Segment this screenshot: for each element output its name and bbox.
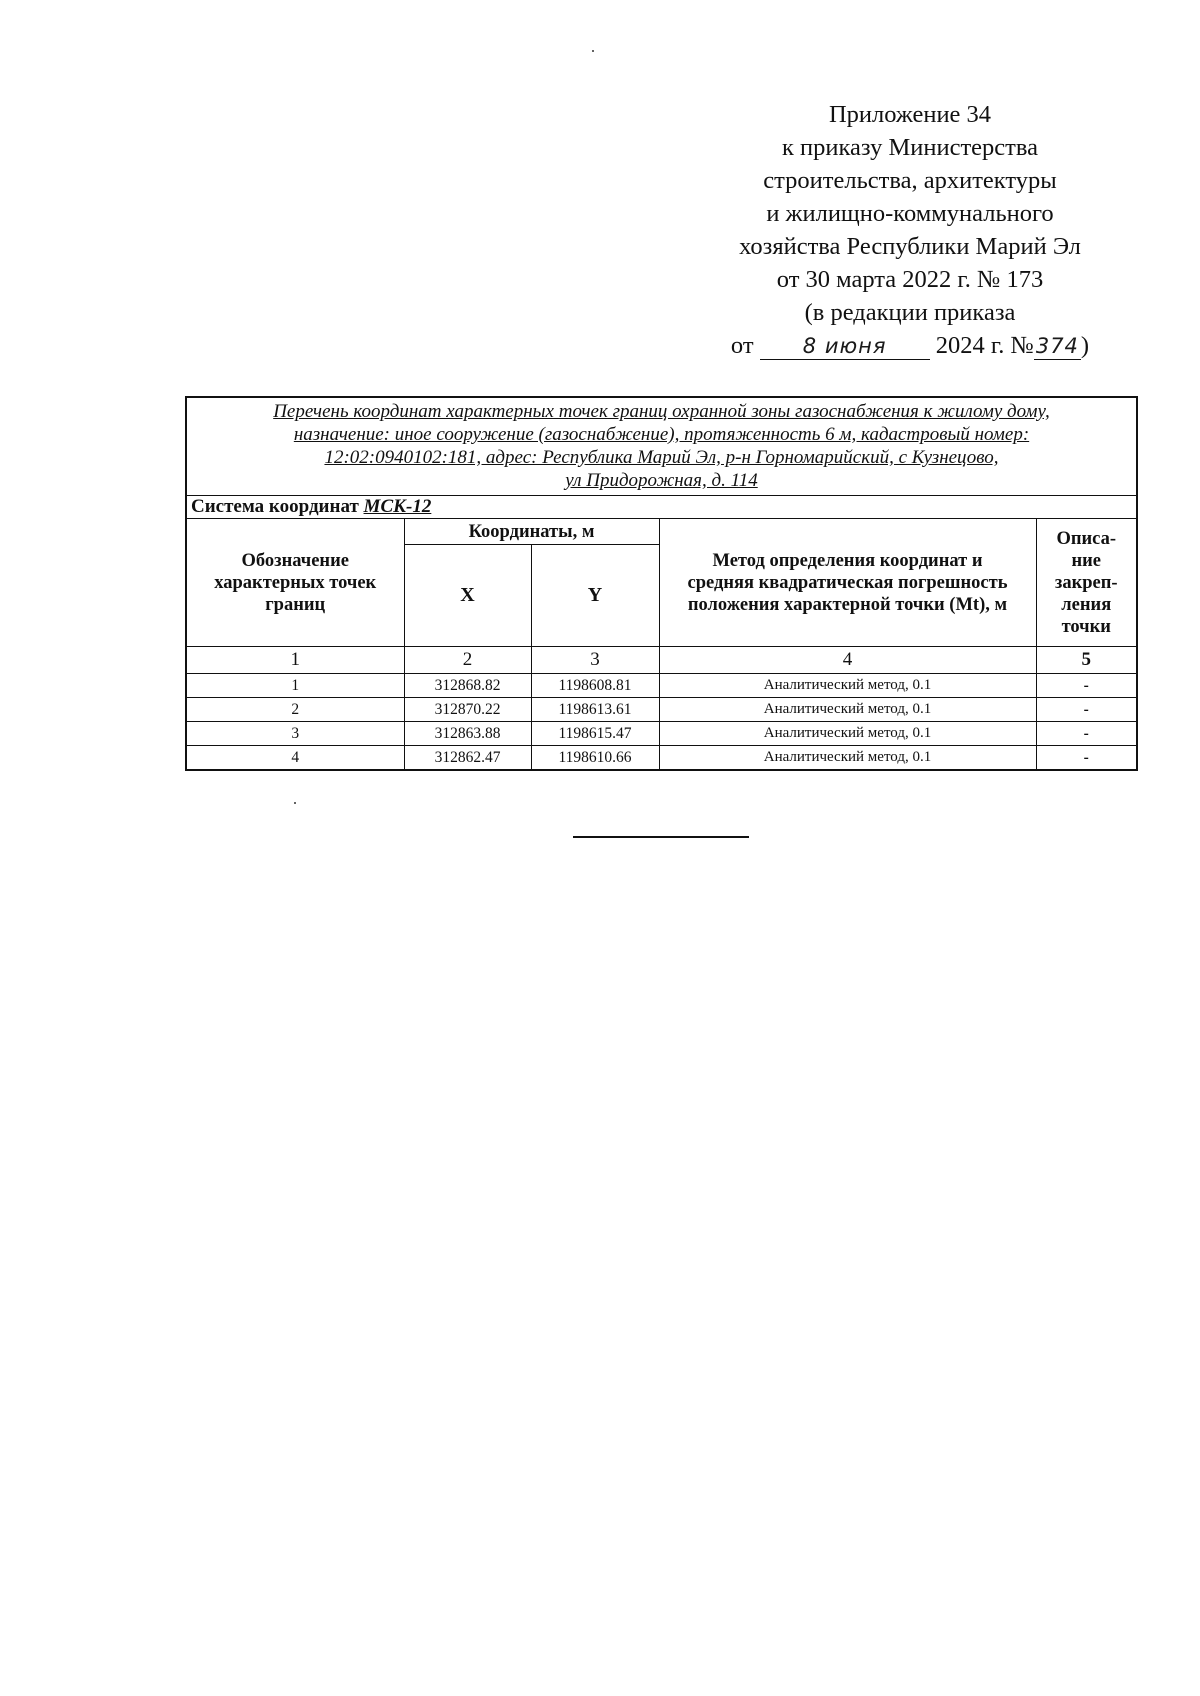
method-value: Аналитический метод, 0.1 [659,722,1036,746]
table-title-line-4: ул Придорожная, д. 114 [565,470,758,491]
end-of-document-rule [573,836,749,838]
table-title [186,397,1137,496]
handwritten-order-number: 374 [1035,334,1079,358]
header-method: Метод определения координат и средняя квадратическая погрешность положения характерной точки (Mt), м [659,519,1036,647]
y-value: 1198615.47 [531,722,659,746]
table-title-row [186,397,1137,496]
y-value: 1198610.66 [531,746,659,771]
order-closing-paren: ) [1080,332,1090,359]
description-value: - [1036,722,1137,746]
coordinates-table [185,396,1138,771]
table-row [186,722,1137,746]
table-title-line-2: назначение: иное сооружение (газоснабжение), протяженность 6 м, кадастровый номер: [293,424,1030,445]
point-number: 2 [186,698,404,722]
table-row [186,698,1137,722]
heading-line-8 [690,329,1130,362]
order-year: 2024 г. № [935,332,1034,359]
x-value: 312862.47 [404,746,531,771]
description-value: - [1036,698,1137,722]
y-value: 1198613.61 [531,698,659,722]
column-number-5: 5 [1036,647,1137,674]
method-value: Аналитический метод, 0.1 [659,674,1036,698]
order-date-prefix: от [730,332,754,359]
point-number: 3 [186,722,404,746]
table-row [186,746,1137,771]
coordinate-system-label: Система координат [191,496,359,517]
column-number-row [186,647,1137,674]
point-number: 4 [186,746,404,771]
heading-line-6: от 30 марта 2022 г. № 173 [776,266,1044,293]
point-number: 1 [186,674,404,698]
heading-line-2: к приказу Министерства [782,134,1038,161]
coordinate-system-value: МСК-12 [363,496,432,517]
heading-line-1: Приложение 34 [828,101,992,128]
header-y: Y [531,545,659,647]
column-number-3: 3 [531,647,659,674]
scan-speck [294,802,296,804]
table-row [186,674,1137,698]
method-value: Аналитический метод, 0.1 [659,746,1036,771]
heading-line-3: строительства, архитектуры [763,167,1057,194]
header-row-1 [186,519,1137,545]
y-value: 1198608.81 [531,674,659,698]
heading-line-5: хозяйства Республики Марий Эл [739,233,1081,260]
coordinate-system [186,496,1137,519]
table-title-line-1: Перечень координат характерных точек границ охранной зоны газоснабжения к жилому дому, [273,401,1050,422]
table-title-line-3: 12:02:0940102:181, адрес: Республика Марий Эл, р-н Горномарийский, с Кузнецово, [324,447,999,468]
method-value: Аналитический метод, 0.1 [659,698,1036,722]
scan-speck [592,50,594,52]
header-description: Описа-ние закреп-ления точки [1036,519,1137,647]
heading-line-7: (в редакции приказа [804,299,1016,326]
description-value: - [1036,746,1137,771]
column-number-4: 4 [659,647,1036,674]
x-value: 312870.22 [404,698,531,722]
handwritten-order-date: 8 июня [760,333,930,360]
x-value: 312863.88 [404,722,531,746]
appendix-heading [690,98,1130,362]
column-number-2: 2 [404,647,531,674]
header-designation: Обозначение характерных точек границ [186,519,404,647]
description-value: - [1036,674,1137,698]
column-number-1: 1 [186,647,404,674]
header-x: X [404,545,531,647]
x-value: 312868.82 [404,674,531,698]
heading-line-4: и жилищно-коммунального [766,200,1054,227]
coordinate-system-row [186,496,1137,519]
header-coordinates: Координаты, м [404,519,659,545]
